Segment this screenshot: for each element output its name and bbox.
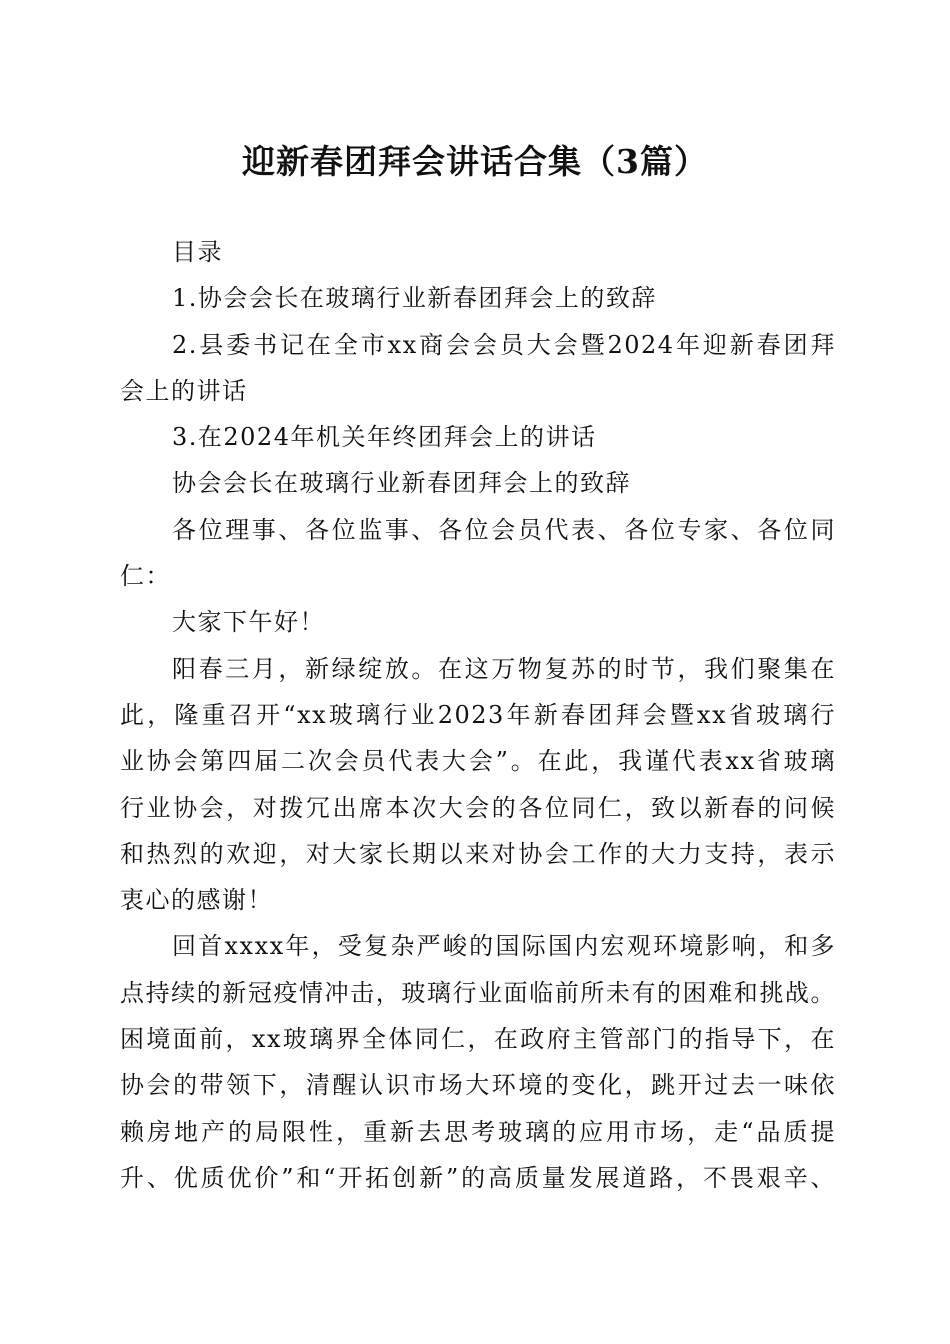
text-line: 此，隆重召开“xx玻璃行业2023年新春团拜会暨xx省玻璃行 xyxy=(120,700,836,729)
text-line: 目录 xyxy=(172,238,223,266)
text-line: 回首xxxx年，受复杂严峻的国际国内宏观环境影响，和多 xyxy=(172,932,836,961)
text-line: 业协会第四届二次会员代表大会”。在此，我谨代表xx省玻璃 xyxy=(120,747,836,776)
text-line: 1.协会会长在玻璃行业新春团拜会上的致辞 xyxy=(172,284,657,313)
text-line: 3.在2024年机关年终团拜会上的讲话 xyxy=(172,423,597,452)
text-line: 大家下午好！ xyxy=(172,608,325,637)
text-line: 2.县委书记在全市xx商会会员大会暨2024年迎新春团拜 xyxy=(172,330,836,359)
document-title: 迎新春团拜会讲话合集（3篇） xyxy=(242,142,708,181)
text-line: 协会会长在玻璃行业新春团拜会上的致辞 xyxy=(172,469,631,498)
text-line: 协会的带领下，清醒认识市场大环境的变化，跳开过去一味依 xyxy=(120,1071,836,1100)
text-line: 升、优质优价”和“开拓创新”的高质量发展道路，不畏艰辛、 xyxy=(120,1163,836,1192)
text-line: 和热烈的欢迎，对大家长期以来对协会工作的大力支持，表示 xyxy=(120,839,836,868)
text-line: 仁： xyxy=(120,562,171,591)
text-line: 衷心的感谢！ xyxy=(120,886,273,915)
document-body xyxy=(120,229,836,1201)
text-line: 点持续的新冠疫情冲击，玻璃行业面临前所未有的困难和挑战。 xyxy=(120,978,836,1007)
text-line: 困境面前，xx玻璃界全体同仁，在政府主管部门的指导下，在 xyxy=(120,1025,836,1054)
text-line: 各位理事、各位监事、各位会员代表、各位专家、各位同 xyxy=(172,515,836,544)
text-line: 赖房地产的局限性，重新去思考玻璃的应用市场，走“品质提 xyxy=(120,1117,836,1146)
text-line: 行业协会，对拨冗出席本次大会的各位同仁，致以新春的问候 xyxy=(120,793,836,822)
text-line: 会上的讲话 xyxy=(120,376,248,405)
text-line: 阳春三月，新绿绽放。在这万物复苏的时节，我们聚集在 xyxy=(172,654,836,683)
